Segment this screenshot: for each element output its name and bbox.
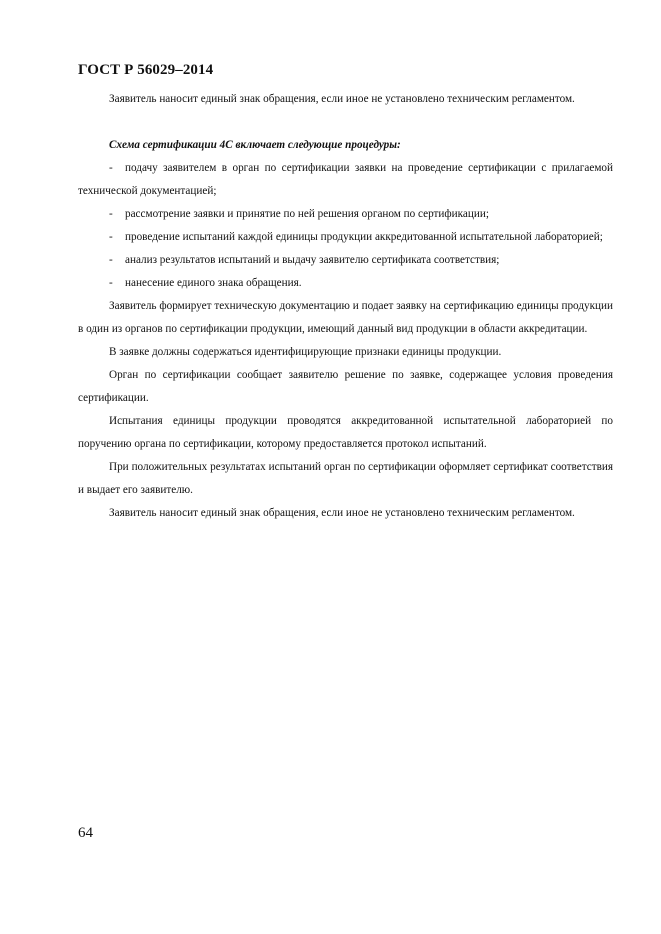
testing-paragraph: Испытания единицы продукции проводятся аккредитованной испытательной лабораторией по поручению органа по сертификации, которому предоставляется протокол испытаний. (78, 415, 613, 450)
list-item-text: рассмотрение заявки и принятие по ней решения органом по сертификации; (125, 208, 489, 220)
list-item (78, 226, 613, 249)
scheme-heading: Схема сертификации 4С включает следующие процедуры: (109, 139, 401, 151)
list-item (78, 157, 613, 203)
standard-header: ГОСТ Р 56029–2014 (78, 62, 214, 78)
bullet-dash: - (109, 277, 113, 289)
bullet-dash: - (109, 231, 113, 243)
bullet-dash: - (109, 162, 113, 174)
bullet-dash: - (109, 208, 113, 220)
list-item-text: подачу заявителем в орган по сертификации заявки на проведение сертификации с прилагаемой технической документацией; (78, 162, 613, 197)
intro-paragraph: Заявитель наносит единый знак обращения, если иное не установлено техническим регламентом. (109, 93, 575, 105)
page-number: 64 (78, 825, 93, 841)
bullet-dash: - (109, 254, 113, 266)
marking-paragraph: Заявитель наносит единый знак обращения, если иное не установлено техническим регламентом. (109, 507, 575, 519)
list-item (78, 272, 613, 295)
list-item-text: нанесение единого знака обращения. (125, 277, 302, 289)
list-item (78, 203, 613, 226)
body-text (78, 88, 613, 525)
identification-paragraph: В заявке должны содержаться идентифицирующие признаки единицы продукции. (109, 346, 502, 358)
decision-paragraph: Орган по сертификации сообщает заявителю решение по заявке, содержащее условия проведения сертификации. (78, 369, 613, 404)
list-item-text: проведение испытаний каждой единицы продукции аккредитованной испытательной лабораторией; (125, 231, 603, 243)
list-item (78, 249, 613, 272)
list-item-text: анализ результатов испытаний и выдачу заявителю сертификата соответствия; (125, 254, 500, 266)
application-paragraph: Заявитель формирует техническую документацию и подает заявку на сертификацию единицы продукции в один из органов по сертификации продукции, имеющий данный вид продукции в области аккредитации. (78, 300, 613, 335)
certificate-paragraph: При положительных результатах испытаний орган по сертификации оформляет сертификат соответствия и выдает его заявителю. (78, 461, 613, 496)
paragraph-gap (78, 111, 613, 134)
